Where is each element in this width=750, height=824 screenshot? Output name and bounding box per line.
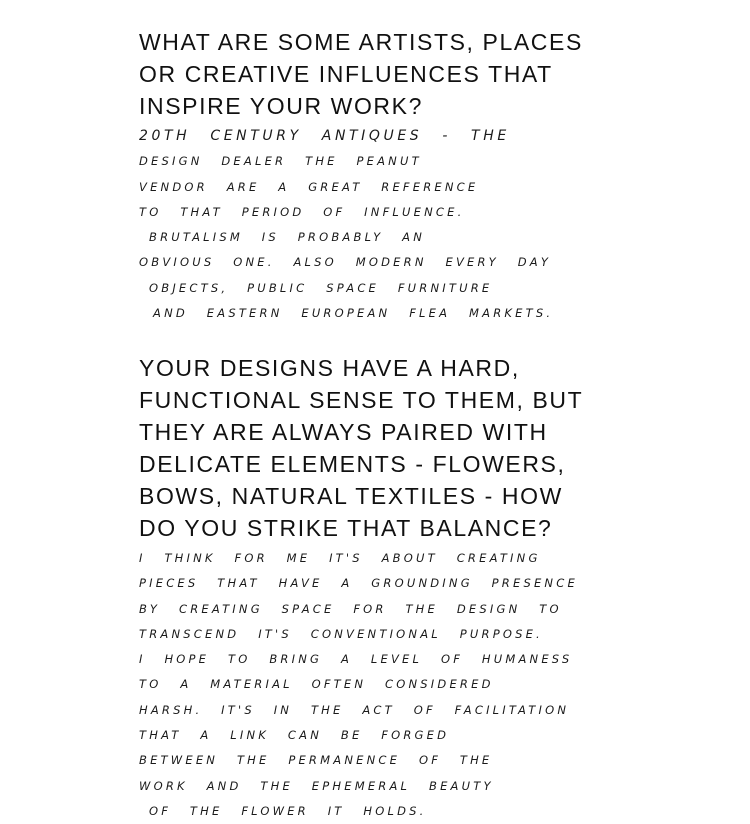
answer-line: PIECES THAT HAVE A GROUNDING PRESENCE [139, 576, 578, 591]
answer-line: I THINK FOR ME IT'S ABOUT CREATING [139, 551, 541, 565]
answer-line: VENDOR ARE A GREAT REFERENCE [139, 179, 479, 194]
answer-line: BRUTALISM IS PROBABLY AN [149, 230, 426, 245]
answer-line: OBVIOUS ONE. ALSO MODERN EVERY DAY [139, 255, 552, 270]
answer-line: I HOPE TO BRING A LEVEL OF HUMANESS [139, 652, 573, 667]
answer-line: HARSH. IT'S IN THE ACT OF FACILITATION [139, 702, 570, 717]
answer-line: OF THE FLOWER IT HOLDS. [149, 803, 427, 818]
answer-line: TO A MATERIAL OFTEN CONSIDERED [139, 677, 494, 692]
handwritten-answer [139, 124, 739, 326]
question-line: THEY ARE ALWAYS PAIRED WITH [139, 419, 548, 445]
question-line: YOUR DESIGNS HAVE A HARD, [139, 355, 520, 381]
interview-qa-1 [139, 26, 739, 326]
answer-line: BY CREATING SPACE FOR THE DESIGN TO [139, 601, 562, 616]
answer-line: 20TH CENTURY ANTIQUES - THE [139, 128, 510, 144]
interview-qa-2 [139, 352, 739, 824]
answer-line: WORK AND THE EPHEMERAL BEAUTY [139, 778, 494, 793]
question-line: WHAT ARE SOME ARTISTS, PLACES [139, 29, 583, 55]
answer-line: OBJECTS, PUBLIC SPACE FURNITURE [149, 280, 493, 295]
handwritten-answer [139, 546, 739, 824]
question-line: OR CREATIVE INFLUENCES THAT [139, 61, 553, 87]
question-line: BOWS, NATURAL TEXTILES - HOW [139, 483, 563, 509]
question-line: DELICATE ELEMENTS - FLOWERS, [139, 451, 566, 477]
question-heading [139, 352, 739, 544]
question-heading [139, 26, 739, 122]
question-line: FUNCTIONAL SENSE TO THEM, BUT [139, 387, 584, 413]
question-line: DO YOU STRIKE THAT BALANCE? [139, 515, 553, 541]
answer-line: TO THAT PERIOD OF INFLUENCE. [139, 204, 465, 219]
answer-line: TRANSCEND IT'S CONVENTIONAL PURPOSE. [139, 626, 543, 641]
answer-line: THAT A LINK CAN BE FORGED [139, 728, 450, 743]
answer-line: BETWEEN THE PERMANENCE OF THE [139, 753, 493, 768]
answer-line: AND EASTERN EUROPEAN FLEA MARKETS. [153, 306, 554, 321]
question-line: INSPIRE YOUR WORK? [139, 93, 423, 119]
answer-line: DESIGN DEALER THE PEANUT [139, 154, 422, 169]
